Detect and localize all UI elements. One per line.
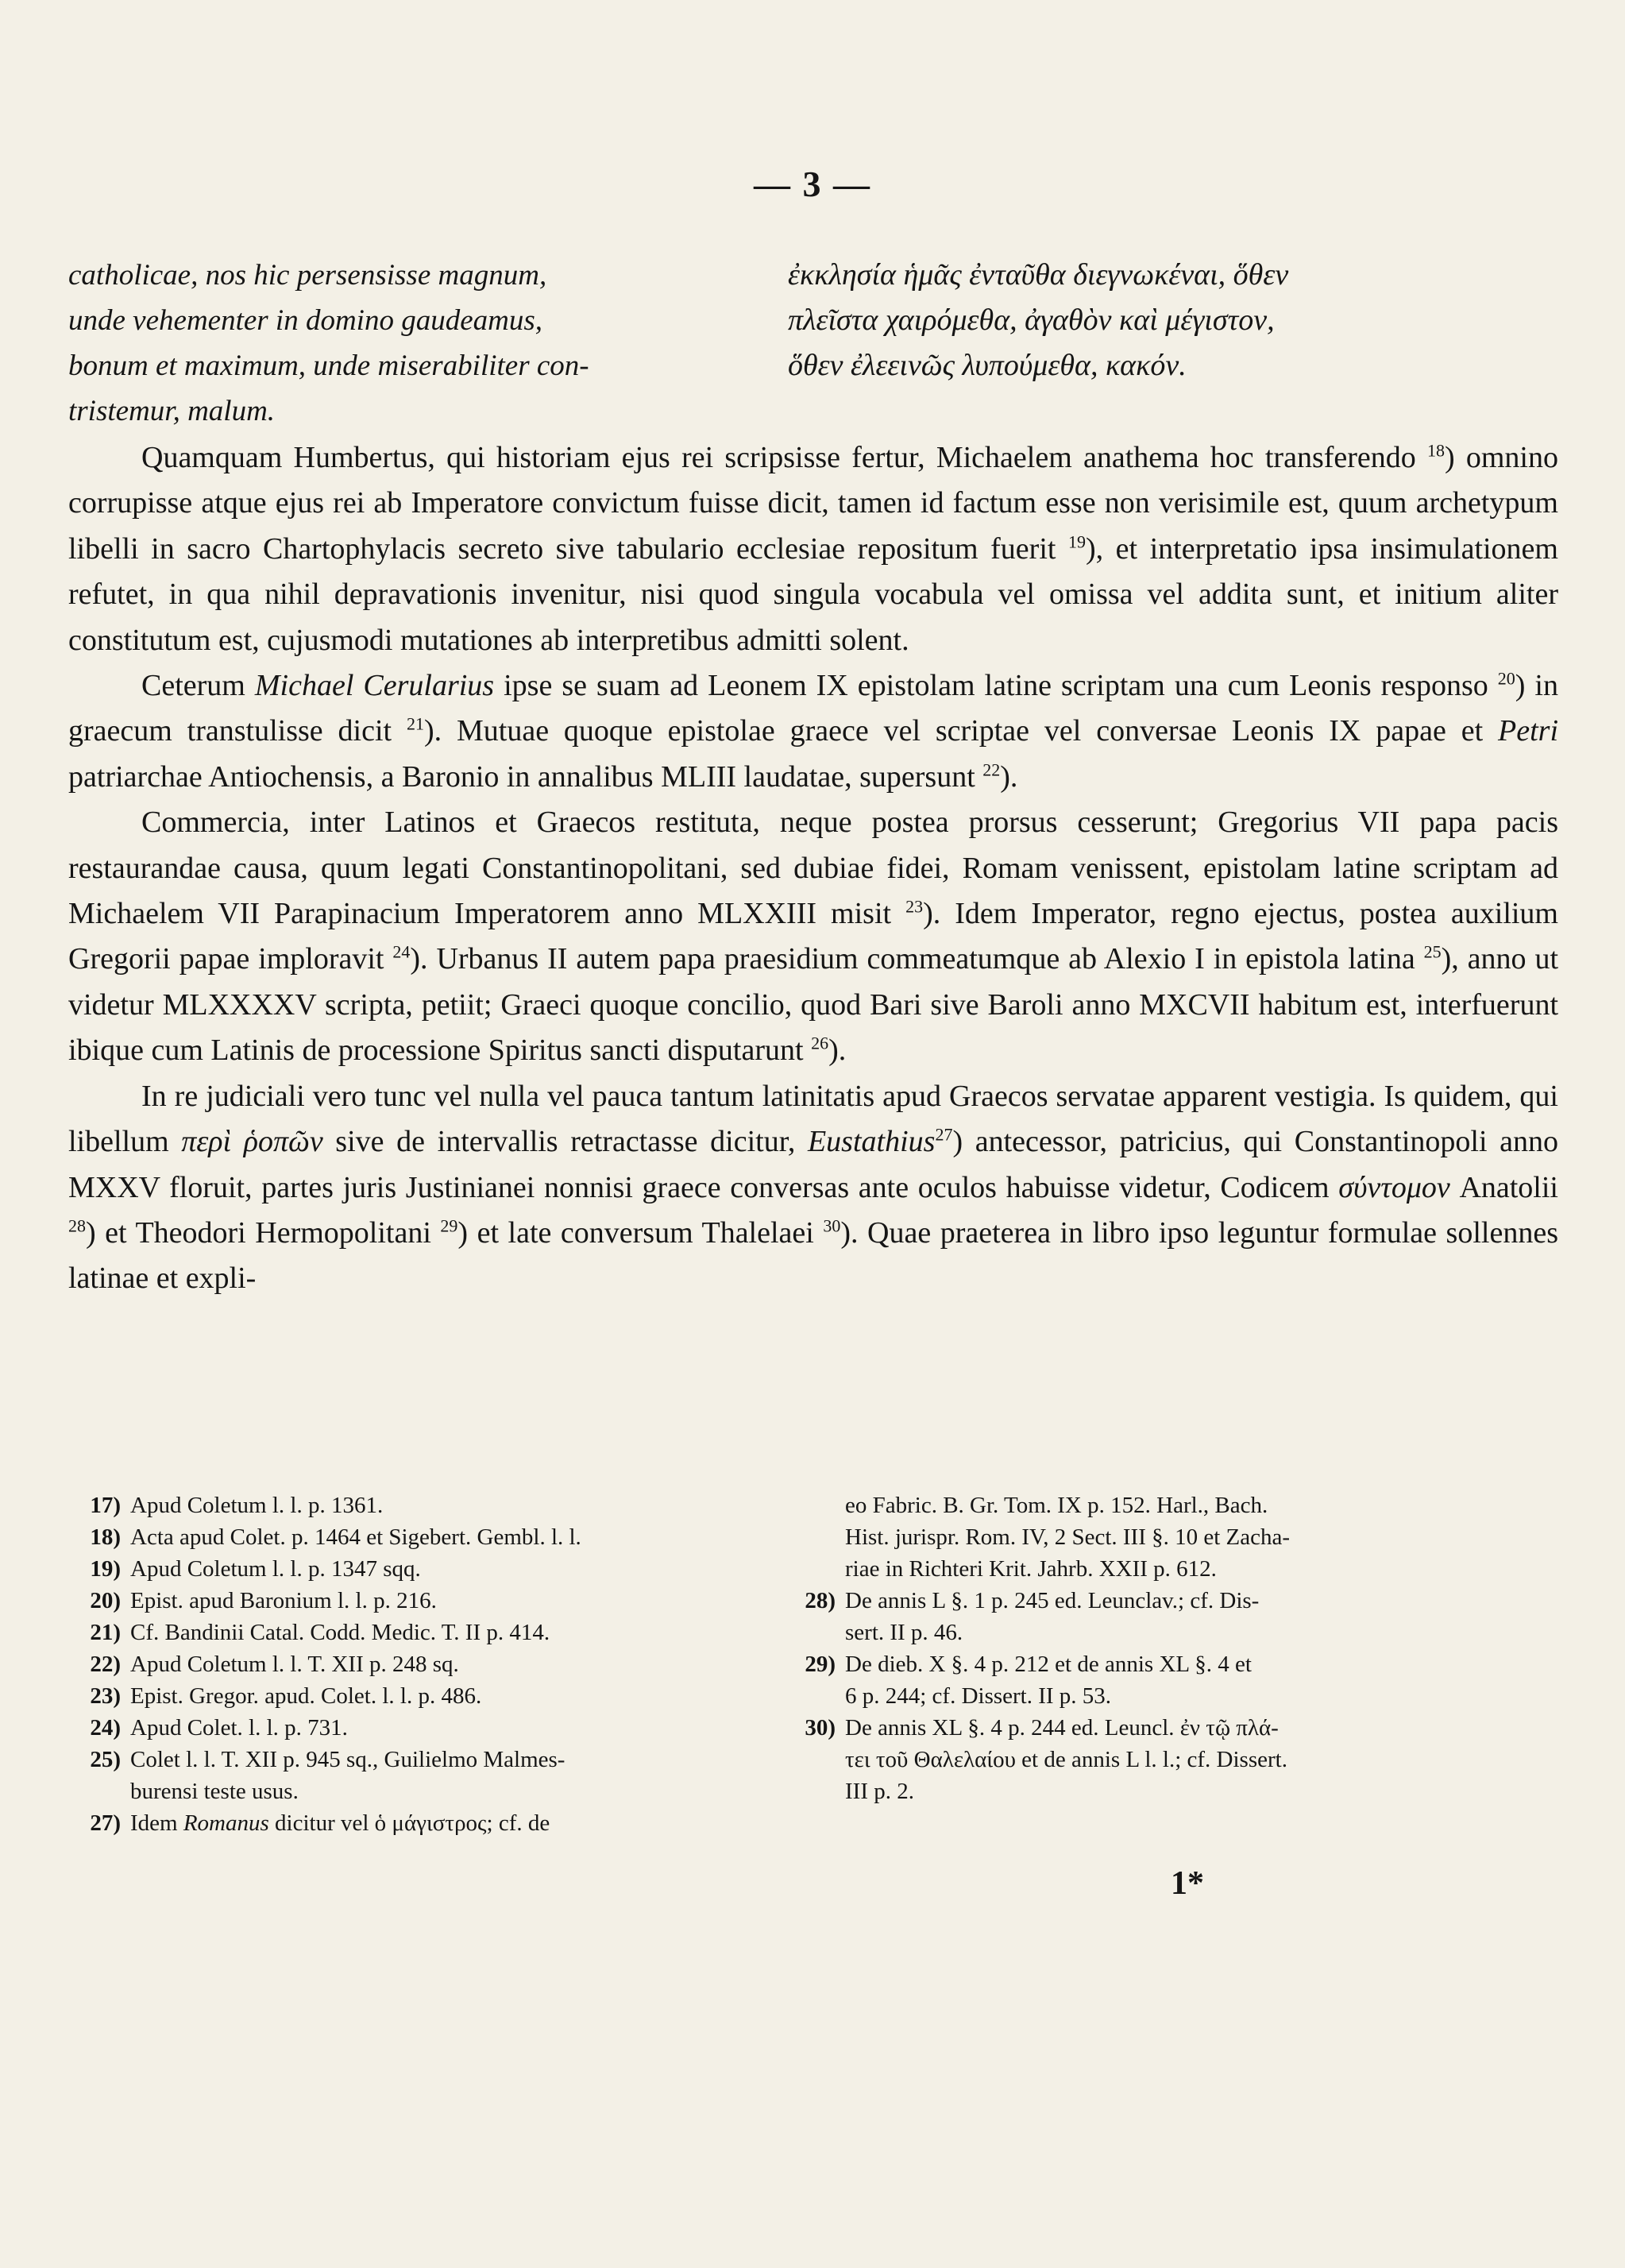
footnotes [68,1489,1558,2069]
footnote-text: Colet l. l. T. XII p. 945 sq., Guilielmo Malmes- [130,1747,565,1772]
footnote [68,1648,720,1680]
footnote [68,1807,720,1839]
footnote-text: Apud Coletum l. l. p. 1347 sqq. [130,1556,421,1582]
footnote-text: eo Fabric. B. Gr. Tom. IX p. 152. Harl., Bach. [845,1493,1268,1518]
person-name: Petri [1498,714,1558,748]
footnote-number: 18) [90,1524,121,1550]
footnote-number: 21) [90,1620,121,1645]
footnote-text: De annis XL §. 4 p. 244 ed. Leuncl. ἐν τῷ πλά- [845,1715,1279,1741]
footnote-number: 29) [805,1652,836,1677]
footnote-ref: 23 [905,896,924,917]
text-run: ). [1000,759,1018,794]
footnote-continuation [783,1521,1488,1553]
person-name: Eustathius [807,1125,936,1159]
text-run: ). Mutuae quoque epistolae graece vel scriptae vel conversae Leonis IX papae et [423,714,1499,748]
footnote-ref: 27 [935,1124,953,1145]
text-run: ). [828,1034,847,1068]
footnote-ref: 24 [392,941,411,962]
footnote-text: Epist. Gregor. apud. Colet. l. l. p. 486. [130,1683,482,1709]
footnote [783,1648,1488,1680]
text-run: Commercia, inter Latinos et Graecos restituta, neque postea prorsus cesserunt; Gregorius VII papa pacis restaurandae causa, quum legati Constantinopolitani, sed dubiae fidei, Romam venissent, epistolam latine scriptam ad Michaelem VII Parapinacium Imperatorem anno MLXXIII misit [68,806,1558,931]
footnote-text: Cf. Bandinii Catal. Codd. Medic. T. II p. 414. [130,1620,550,1645]
footnote-number: 25) [90,1747,121,1772]
body-text [68,435,1558,1302]
footnote-text: burensi teste usus. [130,1779,299,1804]
footnote-text [130,1807,720,1839]
text-run: ) et late conversum Thalelaei [457,1215,824,1250]
text-run: ). Quae praeterea in libro ipso leguntur formulae sollennes latinae et expli- [68,1215,1558,1296]
footnote [68,1744,720,1775]
footnote-ref: 18 [1427,440,1445,461]
footnote-italic-name: Romanus [183,1810,269,1836]
footnote-continuation [783,1617,1488,1648]
footnote-text: τει τοῦ Θαλελαίου et de annis L l. l.; cf. Dissert. [845,1747,1287,1772]
footnote-text-run: dicitur vel ὁ μάγιστρος; cf. de [268,1810,550,1836]
footnote-text: Epist. apud Baronium l. l. p. 216. [130,1588,437,1613]
text-run: ) et Theodori Hermopolitani [86,1215,441,1250]
footnote [68,1489,720,1521]
text-run: sive de intervallis retractasse dicitur, [322,1125,808,1159]
footnote-text: De annis L §. 1 p. 245 ed. Leunclav.; cf. Dis- [845,1588,1260,1613]
person-name: Michael Cerularius [254,669,495,703]
footnote-text: sert. II p. 46. [845,1620,963,1645]
footnotes-left-column [68,1489,720,1839]
footnote [68,1553,720,1585]
footnote-number: 24) [90,1715,121,1741]
quote-greek-line: ὅθεν ἐλεεινῶς λυπούμεθα, κακόν. [788,349,1187,382]
footnote-continuation [783,1744,1488,1775]
footnote-number: 20) [90,1588,121,1613]
footnote-text: Apud Coletum l. l. p. 1361. [130,1493,384,1518]
footnote-text: Acta apud Colet. p. 1464 et Sigebert. Gembl. l. l. [130,1524,581,1550]
footnote-ref: 19 [1067,531,1086,552]
quote-latin-column [68,253,720,434]
footnote-number: 17) [90,1493,121,1518]
paragraph-cerularius [68,663,1558,800]
footnote-ref: 28 [68,1215,86,1236]
footnote-number: 19) [90,1556,121,1582]
footnote-continuation [783,1489,1488,1521]
footnote-ref: 30 [823,1215,841,1236]
text-run: Anatolii [1449,1170,1558,1204]
footnote-text: riae in Richteri Krit. Jahrb. XXII p. 612. [845,1556,1217,1582]
bilingual-quote [68,253,1558,443]
quote-latin-line: catholicae, nos hic persensisse magnum, [68,259,547,292]
footnote-text: Apud Colet. l. l. p. 731. [130,1715,348,1741]
footnote-number: 28) [805,1588,836,1613]
footnote-ref: 25 [1423,941,1442,962]
quote-latin-line: bonum et maximum, unde miserabiliter con- [68,350,589,382]
footnotes-right-column [783,1489,1488,1807]
text-run: ), anno ut videtur MLXXXXV scripta, petiit; Graeci quoque concilio, quod Bari sive Baroli anno MXCVII habitum est, interfuerunt ibique cum Latinis de processione Spiritus sancti disputarunt [68,942,1559,1068]
greek-term: σύντομον [1338,1170,1450,1204]
text-run: patriarchae Antiochensis, a Baronio in annalibus MLIII laudatae, supersunt [68,759,983,794]
footnote-text: 6 p. 244; cf. Dissert. II p. 53. [845,1683,1112,1709]
page-number: — 3 — [754,164,871,204]
paragraph-judiciali [68,1074,1558,1302]
paragraph-commercia [68,800,1558,1073]
footnote-ref: 29 [440,1215,458,1236]
quote-latin-line: tristemur, malum. [68,395,276,427]
footnote-ref: 26 [811,1033,829,1053]
paragraph-humbertus [68,435,1558,663]
quote-greek-line: πλεῖστα χαιρόμεθα, ἀγαθὸν καὶ μέγιστον, [788,303,1275,337]
text-run: ipse se suam ad Leonem IX epistolam latine scriptam una cum Leonis responso [494,669,1498,703]
text-run: ). Idem Imperator, regno ejectus, postea auxilium Gregorii papae imploravit [68,897,1558,976]
footnote-continuation [783,1775,1488,1807]
footnote-ref: 21 [406,713,424,734]
footnote [68,1712,720,1744]
text-run: In re judiciali vero tunc vel nulla vel pauca tantum latinitatis apud Graecos servatae apparent vestigia. Is quidem, qui libellum [68,1079,1558,1159]
footnote-number: 23) [90,1683,121,1709]
footnote-number: 30) [805,1715,836,1741]
footnote [68,1617,720,1648]
footnote [783,1712,1488,1744]
footnote-ref: 22 [982,759,1001,780]
footnote-text: Apud Coletum l. l. T. XII p. 248 sq. [130,1652,459,1677]
quote-greek-column [788,253,1558,388]
greek-term: περὶ ῥοπῶν [181,1125,323,1159]
text-run: ), et interpretatio ipsa insimulationem refutet, in qua nihil depravationis invenitur, nisi quod singula vocabula vel omissa vel addita sunt, et initium aliter constitutum est, cujusmodi mutationes ab interpretibus admitti solent. [68,531,1558,657]
text-run: ) omnino corrupisse atque ejus rei ab Imperatore convictum fuisse dicit, tamen id factum esse non verisimile est, quum archetypum libelli in sacro Chartophylacis secreto sive tabulario ecclesiae repositum fuerit [68,441,1558,566]
footnote [68,1521,720,1553]
text-run: ) in graecum transtulisse dicit [68,669,1558,748]
quote-latin-line: unde vehementer in domino gaudeamus, [68,304,543,337]
text-run: ) antecessor, patricius, qui Constantinopoli anno MXXV floruit, partes juris Justinianei nonnisi graece conversas ante oculos habuisse videtur, Codicem [68,1125,1558,1204]
quote-greek-line: ἐκκλησία ἡμᾶς ἐνταῦθα διεγνωκέναι, ὅθεν [788,258,1289,292]
footnote-continuation [783,1680,1488,1712]
printer-signature-mark: 1* [1171,1865,1204,1902]
footnote-number: 22) [90,1652,121,1677]
footnote-continuation [68,1775,720,1807]
footnote [68,1680,720,1712]
footnote-text: Hist. jurispr. Rom. IV, 2 Sect. III §. 10 et Zacha- [845,1524,1291,1550]
footnote-text: III p. 2. [845,1779,914,1804]
text-run: Ceterum [141,669,255,703]
footnote [783,1585,1488,1617]
footnote-text-run: Idem [130,1810,183,1836]
footnote-text: De dieb. X §. 4 p. 212 et de annis XL §. 4 et [845,1652,1252,1677]
footnote-ref: 20 [1497,668,1515,689]
footnote [68,1585,720,1617]
text-run: Quamquam Humbertus, qui historiam ejus rei scripsisse fertur, Michaelem anathema hoc transferendo [141,441,1427,474]
footnote-number: 27) [90,1810,121,1836]
text-run: ). Urbanus II autem papa praesidium commeatumque ab Alexio I in epistola latina [410,942,1424,976]
footnote-continuation [783,1553,1488,1585]
